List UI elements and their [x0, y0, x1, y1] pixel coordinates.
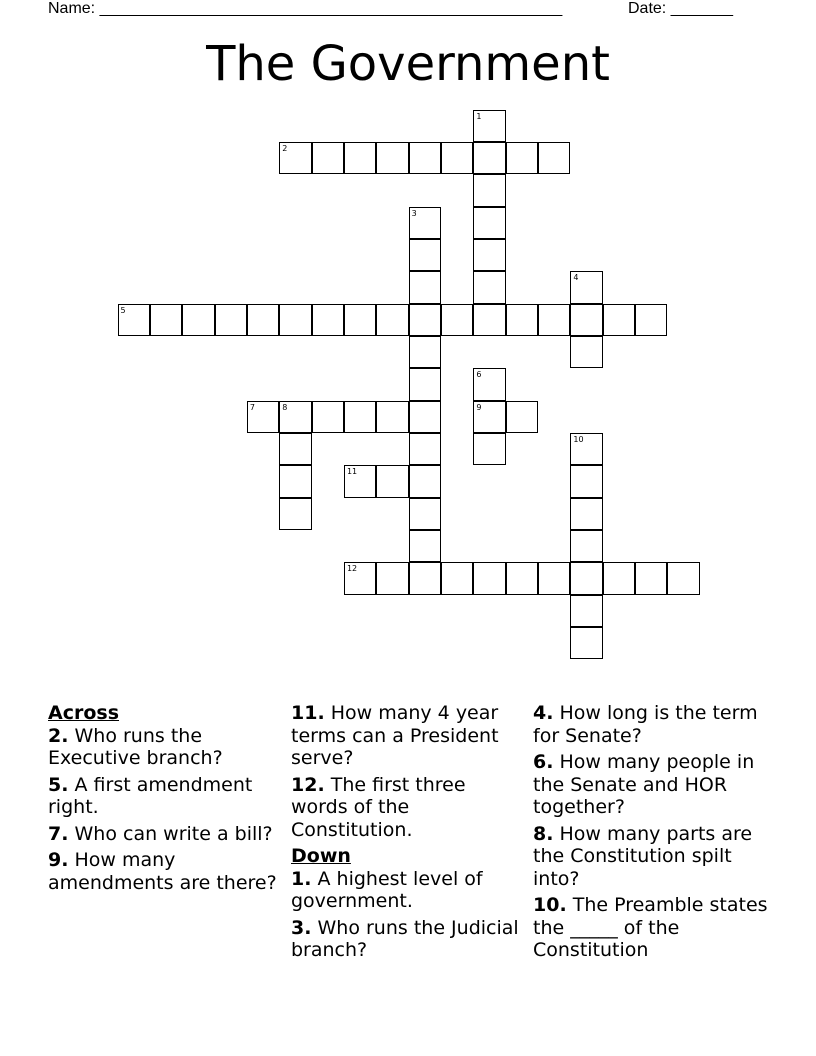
clue-number-label: 2: [282, 143, 288, 153]
crossword-cell[interactable]: [376, 142, 408, 174]
clue-number: 9.: [48, 849, 69, 871]
clue-text: How long is the term for Senate?: [533, 702, 758, 747]
clue-across-2: [48, 725, 284, 770]
crossword-cell[interactable]: [538, 142, 570, 174]
crossword-cell[interactable]: [570, 530, 602, 562]
crossword-cell[interactable]: [538, 562, 570, 594]
down-heading: Down: [291, 845, 351, 867]
clue-number-label: 8: [282, 402, 288, 412]
clue-number: 5.: [48, 773, 69, 796]
crossword-cell[interactable]: [441, 562, 473, 594]
page-title: The Government: [206, 36, 610, 92]
clue-text: How many amendments are there?: [48, 849, 277, 894]
crossword-cell[interactable]: [570, 433, 602, 465]
crossword-cell[interactable]: [409, 562, 441, 594]
clue-number-label: 10: [573, 435, 584, 444]
clue-across-12: [291, 774, 527, 842]
crossword-cell[interactable]: [603, 304, 635, 336]
across-heading: Across: [48, 702, 120, 724]
clue-number-label: 3: [411, 208, 417, 218]
crossword-cell[interactable]: [279, 465, 311, 497]
crossword-cell[interactable]: [441, 142, 473, 174]
crossword-cell[interactable]: [279, 142, 311, 174]
crossword-cell[interactable]: [409, 530, 441, 562]
crossword-cell[interactable]: [409, 239, 441, 271]
crossword-cell[interactable]: [409, 207, 441, 239]
crossword-cell[interactable]: [473, 239, 505, 271]
clue-number-label: 7: [249, 402, 255, 412]
clue-number-label: 5: [120, 305, 126, 315]
crossword-cell[interactable]: [473, 142, 505, 174]
clue-number: 8.: [533, 822, 554, 845]
clue-text: A first amendment right.: [48, 773, 253, 818]
crossword-cell[interactable]: [409, 304, 441, 336]
crossword-cell[interactable]: [570, 271, 602, 303]
crossword-cell[interactable]: [570, 336, 602, 368]
clue-text: How many 4 year terms can a President serve?: [291, 702, 499, 769]
crossword-cell[interactable]: [409, 142, 441, 174]
date-field-label: Date: _______: [628, 0, 733, 17]
clue-number-label: 12: [346, 564, 358, 574]
crossword-cell[interactable]: [635, 304, 667, 336]
clue-across-11: [291, 702, 527, 770]
crossword-cell[interactable]: [635, 562, 667, 594]
clue-column-3: [533, 702, 769, 966]
crossword-cell[interactable]: [376, 304, 408, 336]
crossword-cell[interactable]: [344, 562, 376, 594]
crossword-cell[interactable]: [409, 336, 441, 368]
crossword-cell[interactable]: [279, 433, 311, 465]
clue-number-label: 4: [573, 273, 579, 283]
crossword-cell[interactable]: [506, 304, 538, 336]
crossword-cell[interactable]: [247, 304, 279, 336]
clue-number: 6.: [533, 751, 554, 773]
clue-text: The first three words of the Constitution.: [291, 773, 466, 841]
crossword-cell[interactable]: [506, 401, 538, 433]
clue-down-8: [533, 823, 769, 891]
clue-number: 3.: [291, 916, 312, 939]
clue-down-1: [291, 868, 527, 913]
crossword-cell[interactable]: [409, 368, 441, 400]
clue-across-5: [48, 774, 284, 819]
crossword-cell[interactable]: [473, 271, 505, 303]
crossword-cell[interactable]: [279, 498, 311, 530]
clue-number: 11.: [291, 702, 325, 724]
crossword-cell[interactable]: [603, 562, 635, 594]
clue-text: How many parts are the Constitution spilt into?: [533, 822, 753, 890]
crossword-cell[interactable]: [312, 401, 344, 433]
crossword-cell[interactable]: [279, 401, 311, 433]
clue-across-7: [48, 823, 284, 846]
crossword-cell[interactable]: [215, 304, 247, 336]
crossword-cell[interactable]: [409, 465, 441, 497]
crossword-cell[interactable]: [473, 174, 505, 206]
crossword-cell[interactable]: [409, 401, 441, 433]
clue-number-label: 9: [476, 402, 482, 412]
crossword-cell[interactable]: [344, 401, 376, 433]
clue-number: 7.: [48, 822, 69, 845]
clue-down-10: [533, 894, 769, 962]
crossword-cell[interactable]: [473, 368, 505, 400]
crossword-cell[interactable]: [376, 401, 408, 433]
crossword-cell[interactable]: [376, 562, 408, 594]
crossword-cell[interactable]: [473, 433, 505, 465]
crossword-cell[interactable]: [570, 562, 602, 594]
crossword-cell[interactable]: [376, 465, 408, 497]
clue-number: 12.: [291, 773, 325, 796]
crossword-cell[interactable]: [538, 304, 570, 336]
clue-column-1: [48, 702, 284, 898]
crossword-cell[interactable]: [570, 595, 602, 627]
clue-down-4: [533, 702, 769, 747]
crossword-cell[interactable]: [506, 562, 538, 594]
crossword-cell[interactable]: [570, 498, 602, 530]
crossword-cell[interactable]: [473, 207, 505, 239]
crossword-cell[interactable]: [344, 304, 376, 336]
clue-text: A highest level of government.: [291, 867, 483, 912]
crossword-cell[interactable]: [118, 304, 150, 336]
crossword-cell[interactable]: [570, 465, 602, 497]
clue-number: 10.: [533, 894, 567, 916]
crossword-cell[interactable]: [441, 304, 473, 336]
crossword-cell[interactable]: [150, 304, 182, 336]
clue-text: Who runs the Judicial branch?: [291, 916, 519, 961]
name-field-label: Name: ____________________________________________________: [48, 0, 563, 17]
clue-down-3: [291, 917, 527, 962]
clue-number: 1.: [291, 867, 312, 890]
clue-across-9: [48, 849, 284, 894]
clue-text: How many people in the Senate and HOR together?: [533, 751, 755, 818]
clue-number: 2.: [48, 724, 69, 747]
crossword-cell[interactable]: [344, 142, 376, 174]
clue-text: The Preamble states the _____ of the Constitution: [533, 894, 768, 961]
crossword-cell[interactable]: [473, 304, 505, 336]
crossword-cell[interactable]: [473, 562, 505, 594]
crossword-cell[interactable]: [409, 498, 441, 530]
crossword-cell[interactable]: [409, 271, 441, 303]
clue-down-6: [533, 751, 769, 819]
crossword-cell[interactable]: [667, 562, 699, 594]
crossword-cell[interactable]: [344, 465, 376, 497]
crossword-cell[interactable]: [312, 304, 344, 336]
clue-number-label: 1: [476, 111, 482, 121]
crossword-cell[interactable]: [312, 142, 344, 174]
crossword-cell[interactable]: [570, 627, 602, 659]
crossword-cell[interactable]: [473, 110, 505, 142]
crossword-cell[interactable]: [570, 304, 602, 336]
crossword-cell[interactable]: [506, 142, 538, 174]
clue-text: Who can write a bill?: [74, 822, 273, 845]
crossword-cell[interactable]: [247, 401, 279, 433]
crossword-cell[interactable]: [279, 304, 311, 336]
clue-text: Who runs the Executive branch?: [48, 724, 223, 769]
crossword-cell[interactable]: [409, 433, 441, 465]
crossword-cell[interactable]: [182, 304, 214, 336]
clue-number: 4.: [533, 702, 554, 724]
clue-column-2: [291, 702, 527, 966]
crossword-cell[interactable]: [473, 401, 505, 433]
clue-number-label: 6: [476, 370, 482, 380]
clue-number-label: 11: [346, 467, 358, 477]
